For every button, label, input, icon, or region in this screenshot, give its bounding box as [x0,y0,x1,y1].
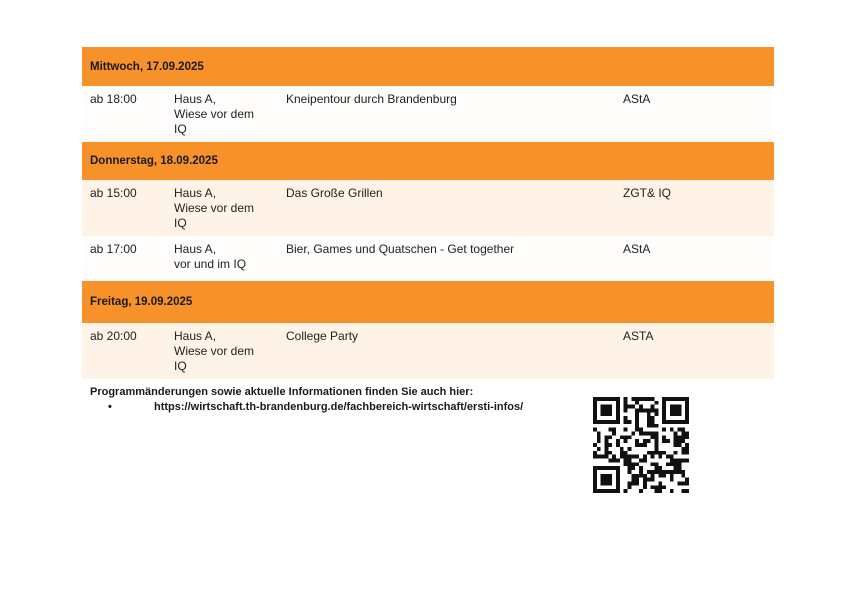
event-title: Bier, Games und Quatschen - Get together [286,242,515,256]
event-title: College Party [286,329,359,343]
event-title: Das Große Grillen [286,186,383,200]
day-header-label: Donnerstag, 18.09.2025 [90,155,218,167]
info-note: Programmänderungen sowie aktuelle Informationen finden Sie auch hier: [90,386,474,398]
event-row [82,236,774,281]
event-title: Kneipentour durch Brandenburg [286,92,457,106]
event-row [82,180,774,236]
day-header-label: Freitag, 19.09.2025 [90,296,193,308]
place-line: Haus A, [174,92,217,106]
event-time: ab 17:00 [90,242,137,256]
info-link[interactable]: https://wirtschaft.th-brandenburg.de/fachbereich-wirtschaft/ersti-infos/ [154,401,524,413]
day-header-thursday [82,142,774,180]
day-header-wednesday [82,47,774,86]
event-row [82,86,774,142]
place-line: Haus A, [174,329,217,343]
day-header-label: Mittwoch, 17.09.2025 [90,60,204,73]
bullet: • [108,401,112,413]
info-link-item [108,401,523,413]
event-place [174,323,286,379]
schedule-table [82,47,774,379]
place-line: Wiese vor dem [174,107,255,121]
day-header-friday [82,281,774,323]
event-place [174,180,286,236]
event-organizer: ZGT& IQ [623,186,671,200]
event-organizer: AStA [623,92,651,106]
place-line: IQ [174,216,187,230]
event-organizer: AStA [623,242,651,256]
place-line: IQ [174,122,187,136]
place-line: vor und im IQ [174,257,247,271]
event-organizer: ASTA [623,329,654,343]
place-line: IQ [174,359,187,373]
event-time: ab 18:00 [90,92,137,106]
event-time: ab 15:00 [90,186,137,200]
event-time: ab 20:00 [90,329,137,343]
place-line: Wiese vor dem [174,344,255,358]
event-place [174,86,286,142]
qr-code-icon [593,397,689,493]
place-line: Haus A, [174,242,217,256]
event-row [82,323,774,379]
place-line: Haus A, [174,186,217,200]
event-place [174,236,286,281]
place-line: Wiese vor dem [174,201,255,215]
